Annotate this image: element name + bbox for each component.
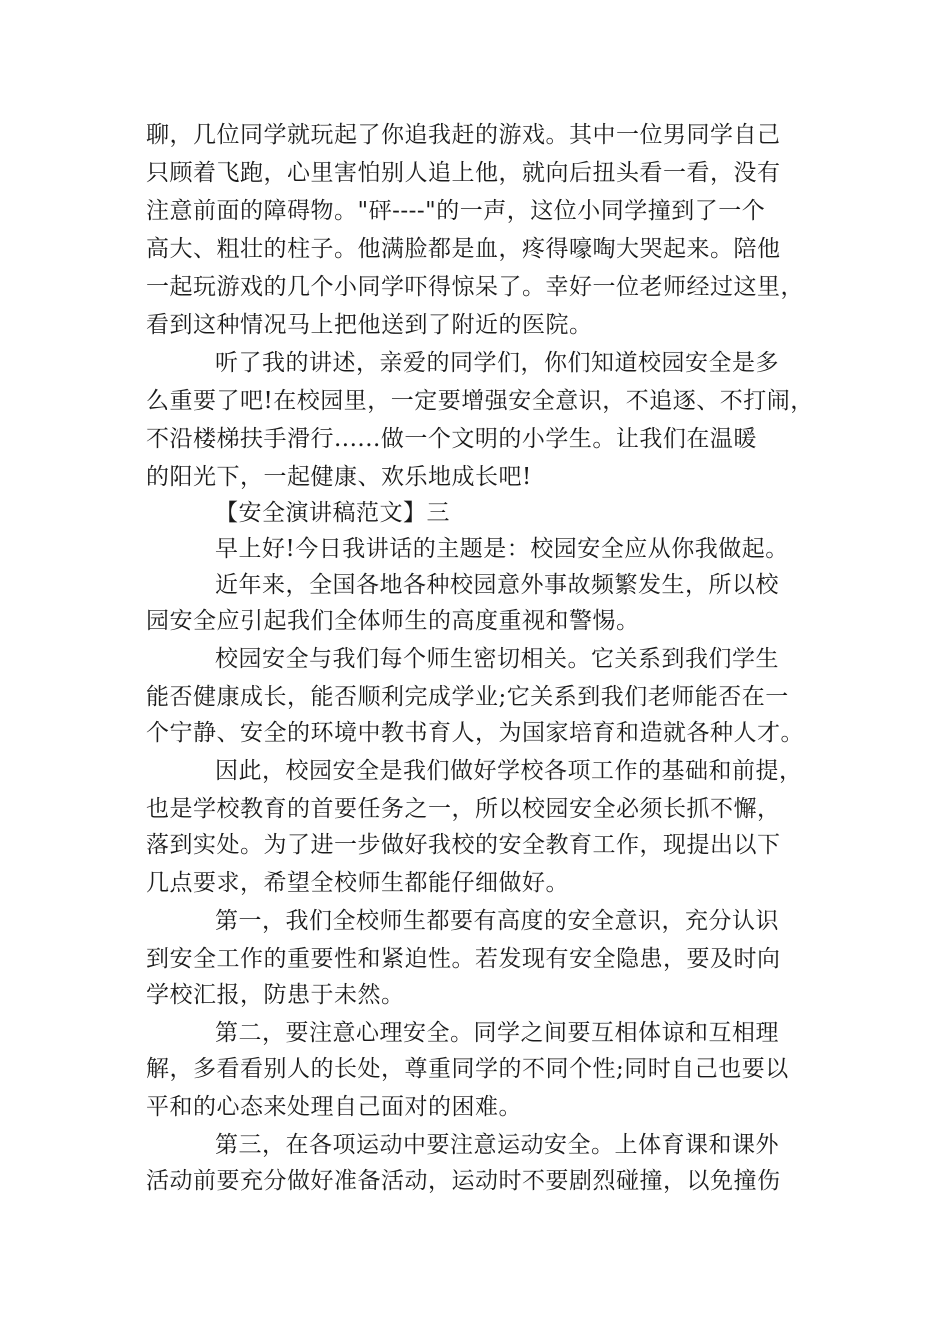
text-line: 活动前要充分做好准备活动，运动时不要剧烈碰撞，以免撞伤 [146,1168,781,1194]
text-line: 平和的心态来处理自己面对的困难。 [146,1094,522,1120]
text-line: 解，多看看别人的长处，尊重同学的不同个性;同时自己也要以 [146,1056,789,1082]
text-line: 校园安全与我们每个师生密切相关。它关系到我们学生 [215,646,779,672]
text-line: 能否健康成长，能否顺利完成学业;它关系到我们老师能否在一 [146,684,789,710]
text-line: 的阳光下，一起健康、欢乐地成长吧! [146,464,532,490]
text-line: 一起玩游戏的几个小同学吓得惊呆了。幸好一位老师经过这里， [146,274,804,300]
text-line: 近年来，全国各地各种校园意外事故频繁发生，所以校 [215,572,779,598]
text-line: 第一，我们全校师生都要有高度的安全意识，充分认识 [215,908,779,934]
text-line: 看到这种情况马上把他送到了附近的医院。 [146,312,593,338]
text-line: 个宁静、安全的环境中教书育人，为国家培育和造就各种人才。 [146,720,804,746]
text-line: 第三，在各项运动中要注意运动安全。上体育课和课外 [215,1132,779,1158]
text-line: 高大、粗壮的柱子。他满脸都是血，疼得嚎啕大哭起来。陪他 [146,236,781,262]
text-line: 因此，校园安全是我们做好学校各项工作的基础和前提， [215,758,803,784]
text-line: 园安全应引起我们全体师生的高度重视和警惕。 [146,608,640,634]
text-line: 到安全工作的重要性和紧迫性。若发现有安全隐患，要及时向 [146,946,781,972]
text-line: 几点要求，希望全校师生都能仔细做好。 [146,870,569,896]
text-line: 落到实处。为了进一步做好我校的安全教育工作，现提出以下 [146,832,781,858]
text-line: 听了我的讲述，亲爱的同学们，你们知道校园安全是多 [215,350,779,376]
text-line: 只顾着飞跑，心里害怕别人追上他，就向后扭头看一看，没有 [146,160,781,186]
text-line: 第二，要注意心理安全。同学之间要互相体谅和互相理 [215,1020,779,1046]
text-line: 么重要了吧!在校园里，一定要增强安全意识，不追逐、不打闹， [146,388,814,414]
text-line: 早上好!今日我讲话的主题是：校园安全应从你我做起。 [215,536,789,562]
text-line: 也是学校教育的首要任务之一，所以校园安全必须长抓不懈， [146,796,781,822]
text-line: 不沿楼梯扶手滑行......做一个文明的小学生。让我们在温暖 [146,426,757,452]
text-line: 注意前面的障碍物。"砰----"的一声，这位小同学撞到了一个 [146,198,766,224]
text-line: 聊，几位同学就玩起了你追我赶的游戏。其中一位男同学自己 [146,122,781,148]
text-line: 学校汇报，防患于未然。 [146,982,405,1008]
section-heading: 【安全演讲稿范文】三 [215,500,450,526]
